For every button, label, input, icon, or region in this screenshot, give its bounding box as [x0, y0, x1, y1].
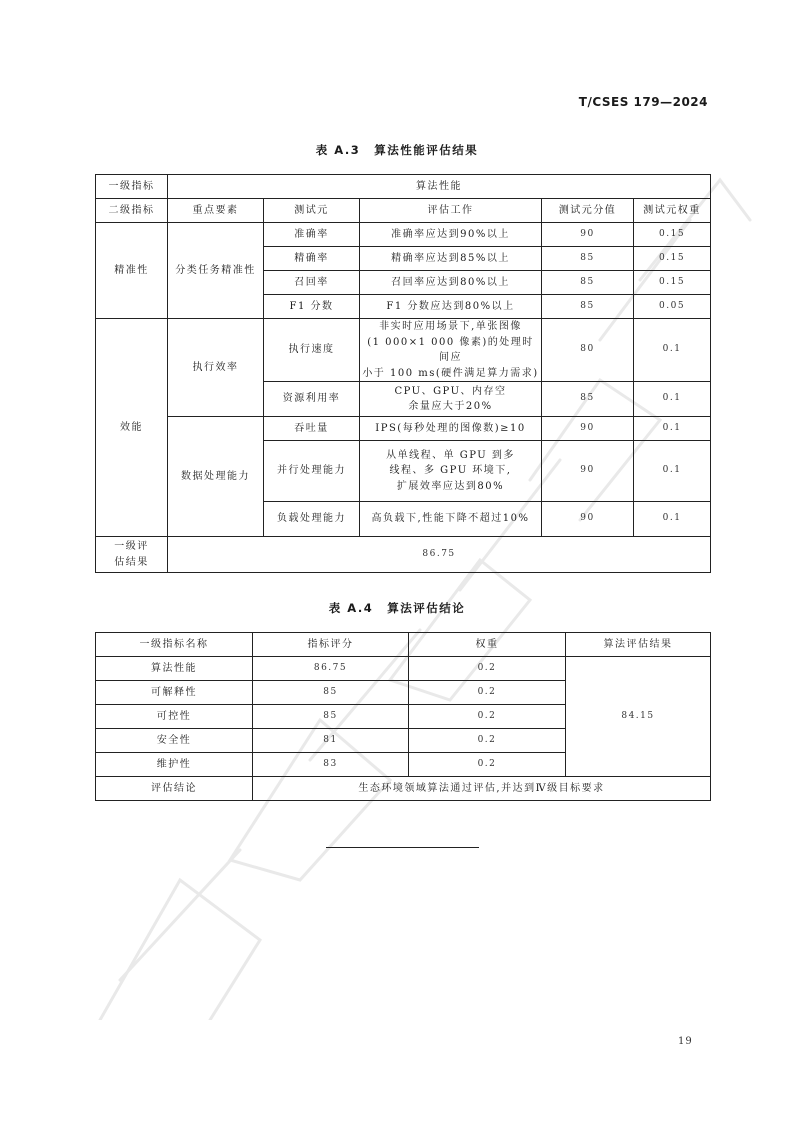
- test-unit: 吞吐量: [264, 417, 360, 441]
- key-element-classification: 分类任务精准性: [168, 223, 264, 319]
- table-row: [96, 417, 711, 441]
- test-unit: F1 分数: [264, 295, 360, 319]
- header-weight: 权重: [409, 633, 566, 657]
- work-line: 扩展效率应达到80%: [396, 480, 505, 492]
- key-element-execution: 执行效率: [168, 319, 264, 417]
- test-score: 85: [542, 295, 634, 319]
- indicator-name: 安全性: [96, 729, 253, 753]
- test-weight: 0.15: [634, 247, 711, 271]
- table-row: [96, 223, 711, 247]
- indicator-score: 81: [253, 729, 409, 753]
- work-line: 线程、多 GPU 环境下,: [389, 465, 512, 477]
- test-unit: 准确率: [264, 223, 360, 247]
- overall-result: 84.15: [566, 657, 711, 777]
- test-unit: 召回率: [264, 271, 360, 295]
- test-unit: 资源利用率: [264, 382, 360, 417]
- indicator-weight: 0.2: [409, 681, 566, 705]
- evaluation-work: [360, 502, 542, 537]
- algorithm-conclusion-table: [95, 632, 711, 801]
- table-row: [96, 537, 711, 573]
- table-row: [96, 175, 711, 199]
- standard-code: T/CSES 179—2024: [578, 95, 708, 109]
- test-weight: 0.05: [634, 295, 711, 319]
- table-header-row: [96, 199, 711, 223]
- evaluation-work: [360, 382, 542, 417]
- test-unit: 精确率: [264, 247, 360, 271]
- header-test-weight: 测试元权重: [634, 199, 711, 223]
- work-line: CPU、GPU、内存空: [394, 385, 507, 397]
- work-line: 非实时应用场景下,单张图像: [379, 321, 522, 332]
- table-a3-title: 算法性能评估结果: [374, 143, 479, 157]
- result-value: 86.75: [168, 537, 711, 573]
- test-unit: 并行处理能力: [264, 441, 360, 502]
- result-label-line: 一级评: [114, 541, 149, 552]
- result-label-line: 估结果: [114, 556, 149, 568]
- evaluation-work: 准确率应达到90%以上: [360, 223, 542, 247]
- test-score: 85: [542, 382, 634, 417]
- indicator-score: 85: [253, 681, 409, 705]
- test-weight: 0.1: [634, 417, 711, 441]
- work-line: (1 000×1 000 像素)的处理时间应: [367, 336, 534, 363]
- evaluation-work: [360, 441, 542, 502]
- indicator-weight: 0.2: [409, 657, 566, 681]
- table-a3-caption: [0, 142, 794, 158]
- table-a4-number: 表 A.4: [328, 601, 374, 615]
- test-weight: 0.15: [634, 223, 711, 247]
- table-header-row: [96, 633, 711, 657]
- test-weight: 0.1: [634, 441, 711, 502]
- algorithm-performance-table: [95, 174, 711, 573]
- header-level2: 二级指标: [96, 199, 168, 223]
- level1-label: 一级指标: [96, 175, 168, 199]
- indicator-score: 86.75: [253, 657, 409, 681]
- evaluation-work: 精确率应达到85%以上: [360, 247, 542, 271]
- indicator-name: 维护性: [96, 753, 253, 777]
- indicator-name: 算法性能: [96, 657, 253, 681]
- table-a4-caption: [0, 600, 794, 616]
- indicator-score: 83: [253, 753, 409, 777]
- test-unit: 执行速度: [264, 319, 360, 382]
- level2-efficiency: 效能: [96, 319, 168, 537]
- table-row: [96, 319, 711, 382]
- header-test-unit: 测试元: [264, 199, 360, 223]
- indicator-weight: 0.2: [409, 753, 566, 777]
- work-line: 余量应大于20%: [408, 401, 493, 412]
- test-weight: 0.15: [634, 271, 711, 295]
- result-label: [96, 537, 168, 573]
- table-a3-number: 表 A.3: [315, 143, 361, 157]
- conclusion-label: 评估结论: [96, 777, 253, 801]
- evaluation-work: [360, 319, 542, 382]
- test-weight: 0.1: [634, 382, 711, 417]
- indicator-name: 可控性: [96, 705, 253, 729]
- header-test-score: 测试元分值: [542, 199, 634, 223]
- work-line: IPS(每秒处理的图像数)≥10: [375, 422, 526, 434]
- indicator-weight: 0.2: [409, 729, 566, 753]
- test-score: 90: [542, 441, 634, 502]
- key-element-data-processing: 数据处理能力: [168, 417, 264, 537]
- test-score: 85: [542, 271, 634, 295]
- test-weight: 0.1: [634, 502, 711, 537]
- conclusion-value: 生态环境领域算法通过评估,并达到Ⅳ级目标要求: [253, 777, 711, 801]
- test-score: 85: [542, 247, 634, 271]
- evaluation-work: 召回率应达到80%以上: [360, 271, 542, 295]
- level1-value: 算法性能: [168, 175, 711, 199]
- table-a4-title: 算法评估结论: [387, 601, 466, 615]
- header-indicator-name: 一级指标名称: [96, 633, 253, 657]
- test-weight: 0.1: [634, 319, 711, 382]
- header-evaluation-result: 算法评估结果: [566, 633, 711, 657]
- work-line: 小于 100 ms(硬件满足算力需求): [362, 367, 539, 379]
- header-indicator-score: 指标评分: [253, 633, 409, 657]
- test-score: 90: [542, 502, 634, 537]
- page-number: 19: [678, 1036, 693, 1047]
- table-row: [96, 657, 711, 681]
- test-score: 90: [542, 223, 634, 247]
- table-row: [96, 777, 711, 801]
- test-score: 80: [542, 319, 634, 382]
- test-unit: 负载处理能力: [264, 502, 360, 537]
- test-score: 90: [542, 417, 634, 441]
- work-line: 高负载下,性能下降不超过10%: [371, 513, 530, 525]
- header-key-element: 重点要素: [168, 199, 264, 223]
- header-evaluation-work: 评估工作: [360, 199, 542, 223]
- end-of-document-rule: [326, 847, 479, 848]
- work-line: 从单线程、单 GPU 到多: [386, 449, 515, 461]
- evaluation-work: [360, 417, 542, 441]
- evaluation-work: F1 分数应达到80%以上: [360, 295, 542, 319]
- level2-accuracy: 精准性: [96, 223, 168, 319]
- indicator-name: 可解释性: [96, 681, 253, 705]
- indicator-score: 85: [253, 705, 409, 729]
- indicator-weight: 0.2: [409, 705, 566, 729]
